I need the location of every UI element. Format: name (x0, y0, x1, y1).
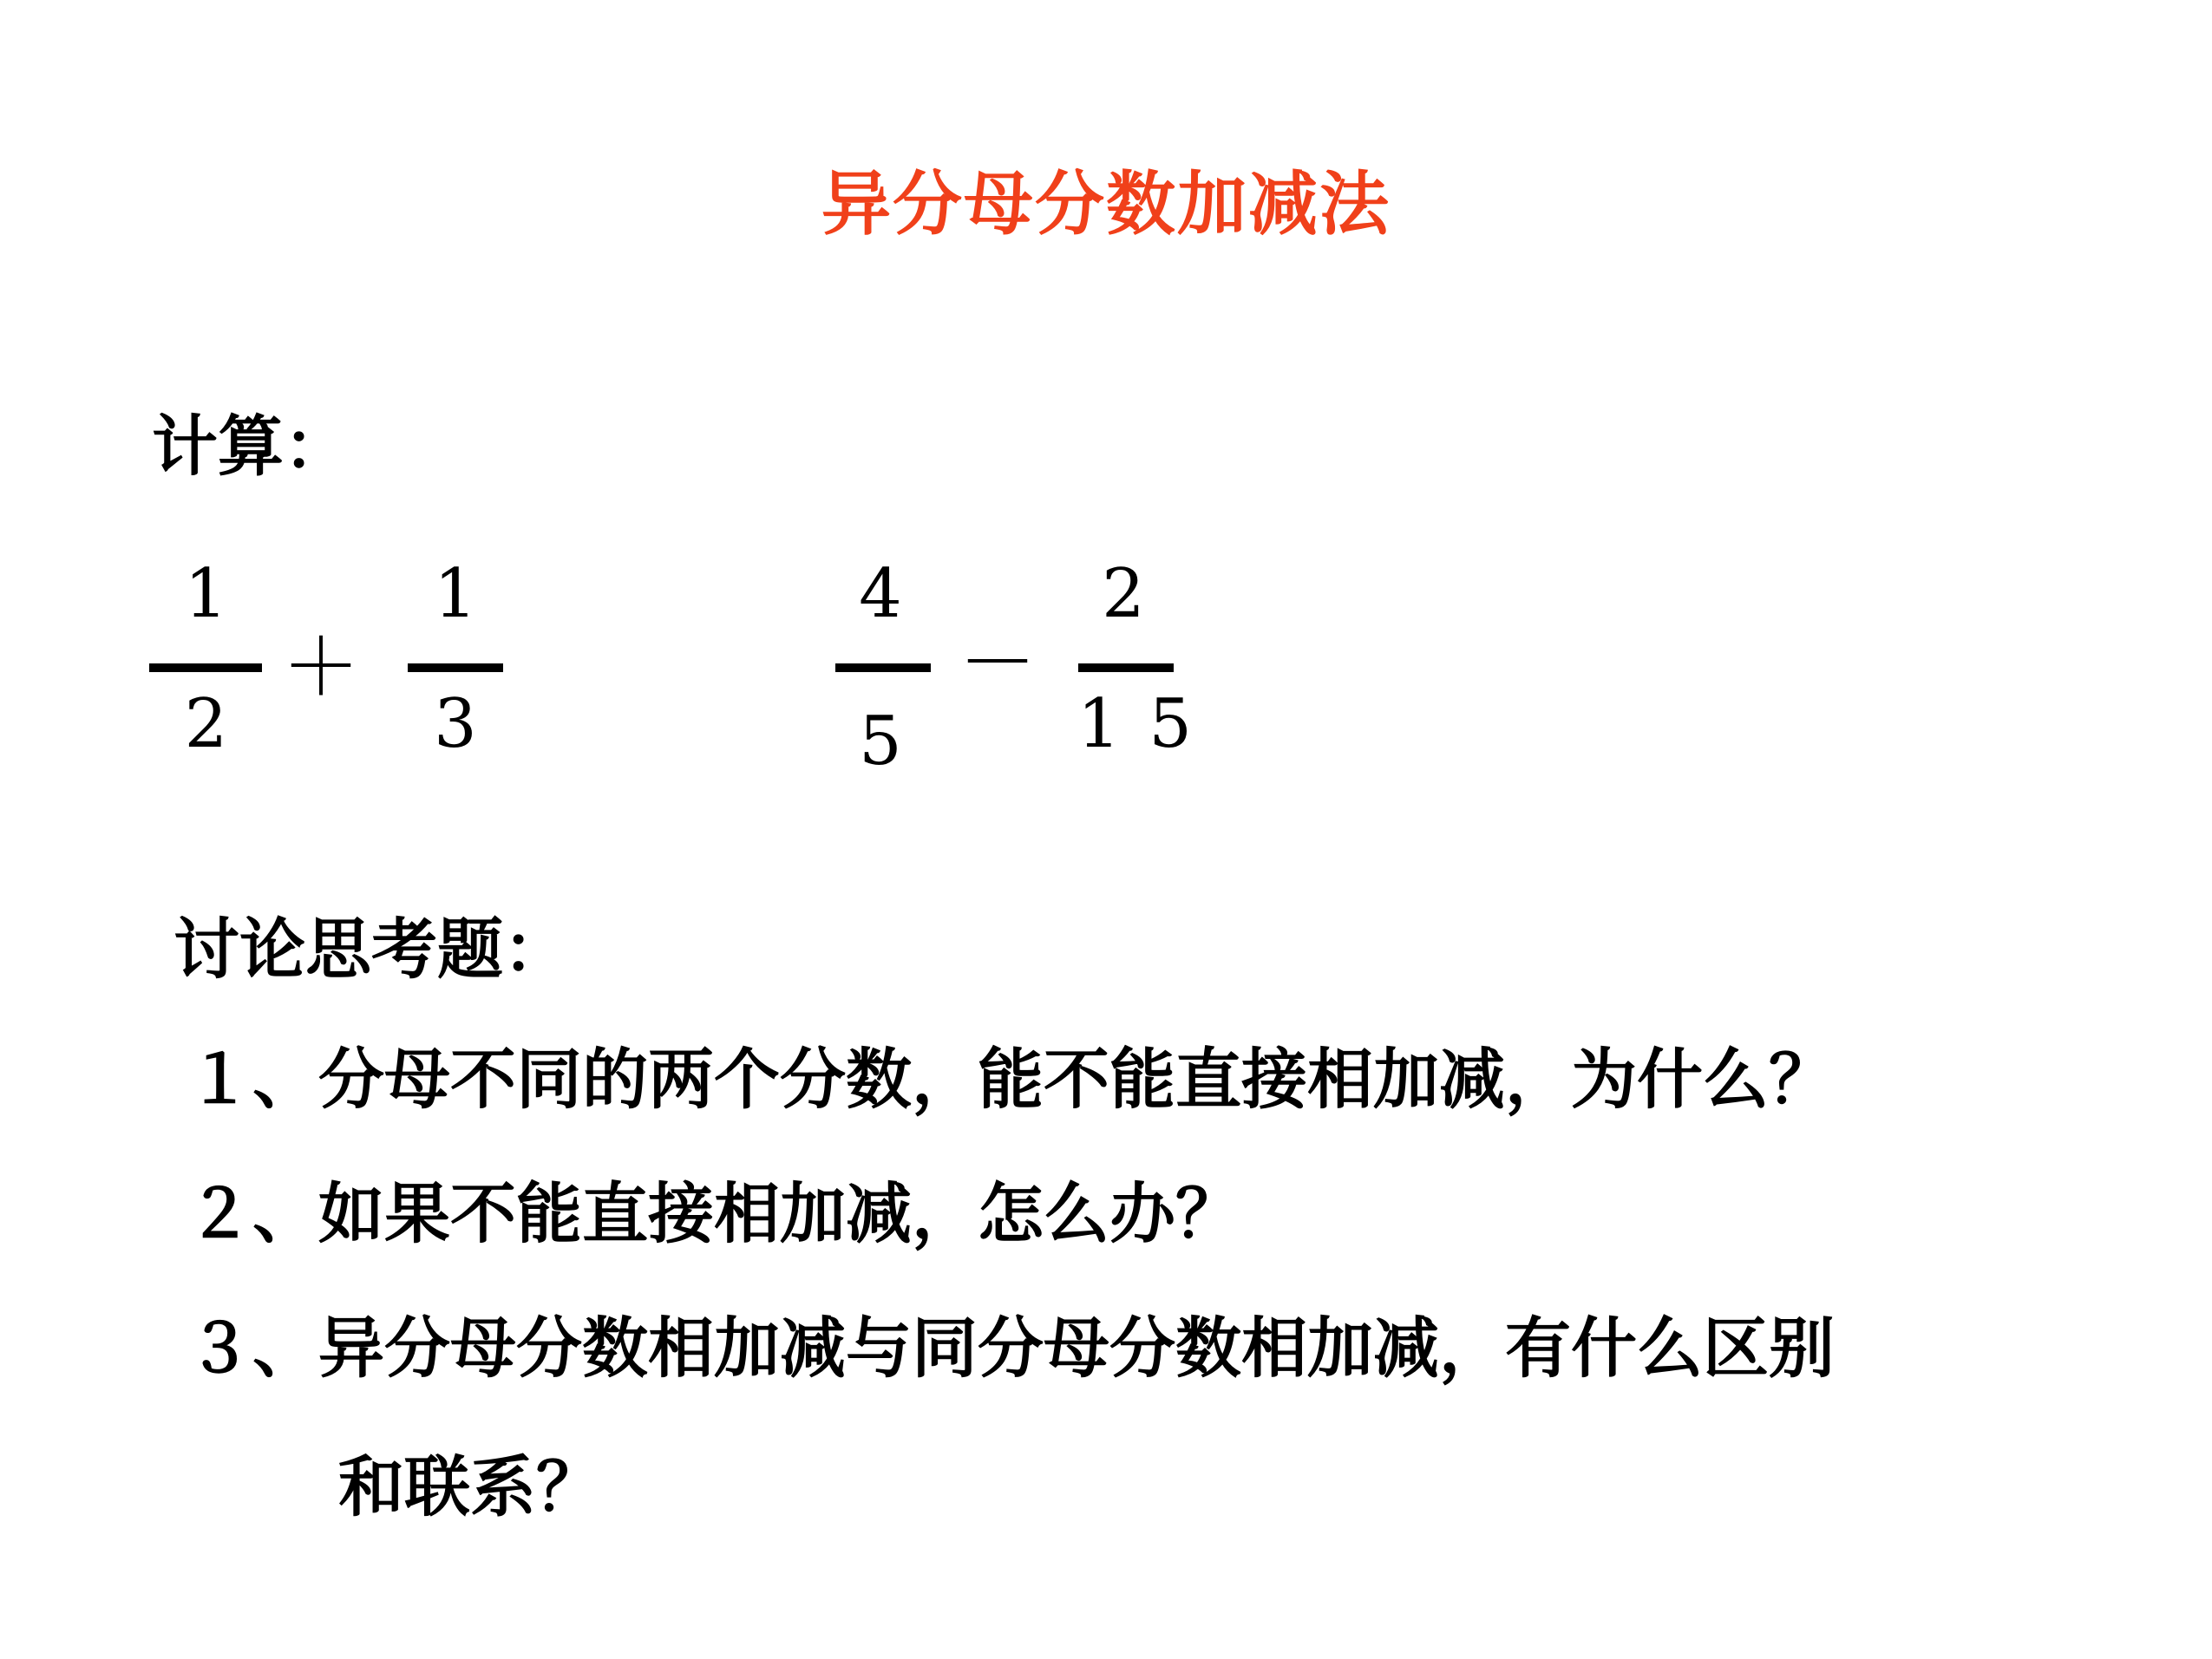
question-2: ２、如果不能直接相加减，怎么办？ (187, 1175, 1241, 1252)
fraction-1-bar (149, 663, 262, 672)
fraction-2-bar (408, 663, 503, 672)
plus-operator: ＋ (282, 622, 360, 713)
discussion-label: 讨论思考题： (173, 911, 569, 988)
calc-label: 计算： (152, 408, 350, 485)
fraction-2-denominator: 3 (434, 685, 477, 763)
fraction-1-denominator: 2 (184, 685, 228, 763)
fraction-3-numerator: 4 (859, 555, 902, 633)
question-1: １、分母不同的两个分数，能不能直接相加减，为什么？ (187, 1041, 1835, 1118)
fraction-4-denominator: 1 5 (1077, 685, 1196, 763)
question-3: ３、异分母分数相加减与同分母分数相加减，有什么区别 (187, 1310, 1835, 1387)
fraction-2-numerator: 1 (434, 555, 477, 633)
fraction-3-denominator: 5 (859, 702, 902, 781)
fraction-3-bar (835, 663, 931, 672)
minus-operator: － (959, 617, 1037, 709)
slide-title: 异分母分数加减法 (821, 163, 1391, 245)
fraction-4-numerator: 2 (1102, 555, 1145, 633)
question-3-continuation: 和联系？ (338, 1448, 602, 1525)
fraction-4-bar (1078, 663, 1174, 672)
fraction-1-numerator: 1 (184, 555, 228, 633)
